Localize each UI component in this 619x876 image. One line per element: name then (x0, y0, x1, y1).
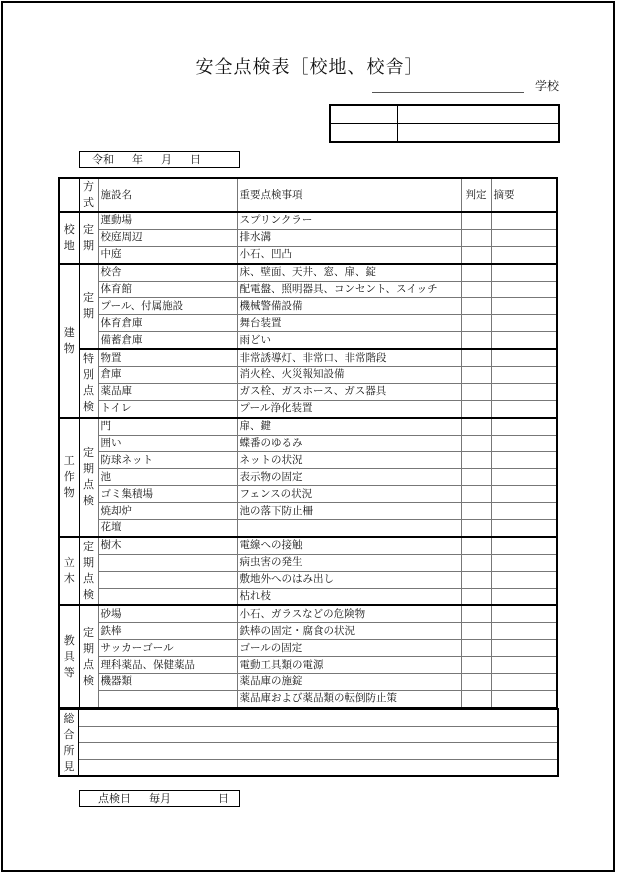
findings-line[interactable] (79, 743, 559, 760)
table-row (59, 520, 557, 537)
facility-cell: 池 (98, 469, 237, 486)
judgment-cell[interactable] (461, 383, 491, 400)
facility-cell: 防球ネット (98, 452, 237, 469)
judgment-cell[interactable] (461, 367, 491, 384)
page-title: 安全点検表［校地、校舎］ (195, 57, 424, 78)
inspection-item-cell: 床、壁面、天井、窓、扉、錠 (237, 264, 461, 281)
facility-cell: 機器類 (98, 674, 237, 691)
table-row (59, 452, 557, 469)
judgment-cell[interactable] (461, 212, 491, 229)
summary-cell[interactable] (491, 229, 557, 246)
judgment-cell[interactable] (461, 315, 491, 332)
judgment-cell[interactable] (461, 588, 491, 605)
judgment-cell[interactable] (461, 554, 491, 571)
inspection-item-cell: プール浄化装置 (237, 400, 461, 417)
overall-label: 総合所見 (59, 709, 79, 776)
summary-cell[interactable] (491, 246, 557, 263)
inspection-item-cell: 雨どい (237, 332, 461, 349)
judgment-cell[interactable] (461, 657, 491, 674)
summary-cell[interactable] (491, 212, 557, 229)
info-cell[interactable] (330, 105, 398, 124)
inspection-item-cell (237, 520, 461, 537)
summary-cell[interactable] (491, 623, 557, 640)
facility-cell: ゴミ集積場 (98, 486, 237, 503)
date-field[interactable]: 令和 年 月 日 (79, 151, 240, 168)
judgment-cell[interactable] (461, 400, 491, 417)
summary-cell[interactable] (491, 674, 557, 691)
table-row (59, 212, 557, 229)
table-row (59, 367, 557, 384)
summary-cell[interactable] (491, 605, 557, 622)
judgment-cell[interactable] (461, 623, 491, 640)
summary-cell[interactable] (491, 452, 557, 469)
table-row (59, 383, 557, 400)
info-cell[interactable] (398, 105, 560, 124)
table-row (59, 469, 557, 486)
table-row (59, 554, 557, 571)
judgment-cell[interactable] (461, 281, 491, 298)
judgment-cell[interactable] (461, 469, 491, 486)
facility-cell: プール、付属施設 (98, 298, 237, 315)
inspection-item-cell: フェンスの状況 (237, 486, 461, 503)
inspection-item-cell: 小石、ガラスなどの危険物 (237, 605, 461, 622)
summary-cell[interactable] (491, 418, 557, 435)
overall-findings (58, 708, 559, 777)
summary-cell[interactable] (491, 367, 557, 384)
judgment-cell[interactable] (461, 298, 491, 315)
table-row (59, 486, 557, 503)
judgment-cell[interactable] (461, 332, 491, 349)
method-cell: 定期点検 (79, 605, 98, 707)
judgment-cell[interactable] (461, 640, 491, 657)
table-row (59, 571, 557, 588)
facility-cell: 焼却炉 (98, 503, 237, 520)
facility-cell: 花壇 (98, 520, 237, 537)
inspection-item-cell: 病虫害の発生 (237, 554, 461, 571)
facility-cell (98, 554, 237, 571)
check-date-field[interactable]: 点検日 毎月 日 (79, 790, 240, 807)
summary-cell[interactable] (491, 657, 557, 674)
inspection-item-cell: 蝶番のゆるみ (237, 435, 461, 452)
inspection-item-cell: 小石、凹凸 (237, 246, 461, 263)
judgment-cell[interactable] (461, 690, 491, 707)
table-row (59, 281, 557, 298)
table-row (59, 264, 557, 281)
inspection-item-cell: 機械警備設備 (237, 298, 461, 315)
inspection-item-cell: 扉、鍵 (237, 418, 461, 435)
table-row (59, 400, 557, 417)
judgment-cell[interactable] (461, 229, 491, 246)
facility-cell: 運動場 (98, 212, 237, 229)
judgment-cell[interactable] (461, 418, 491, 435)
inspection-item-cell: 敷地外へのはみ出し (237, 571, 461, 588)
inspection-item-cell: 薬品庫の施錠 (237, 674, 461, 691)
summary-cell[interactable] (491, 400, 557, 417)
summary-cell[interactable] (491, 315, 557, 332)
summary-cell[interactable] (491, 571, 557, 588)
method-cell: 定期点検 (79, 537, 98, 606)
summary-cell[interactable] (491, 640, 557, 657)
table-row (59, 315, 557, 332)
summary-cell[interactable] (491, 264, 557, 281)
header-blank (59, 178, 79, 212)
inspection-item-cell: 舞台装置 (237, 315, 461, 332)
table-row (59, 623, 557, 640)
judgment-cell[interactable] (461, 349, 491, 366)
facility-cell: トイレ (98, 400, 237, 417)
method-cell: 定期点検 (79, 418, 98, 537)
table-row (59, 537, 557, 554)
method-cell: 定期 (79, 212, 98, 264)
inspection-item-cell: 電線への接触 (237, 537, 461, 554)
inspection-item-cell: ガス栓、ガスホース、ガス器具 (237, 383, 461, 400)
summary-cell[interactable] (491, 349, 557, 366)
findings-line[interactable] (79, 759, 559, 776)
facility-cell: 体育館 (98, 281, 237, 298)
facility-cell (98, 588, 237, 605)
inspection-item-cell: 薬品庫および薬品類の転倒防止策 (237, 690, 461, 707)
judgment-cell[interactable] (461, 503, 491, 520)
table-row (59, 229, 557, 246)
inspection-table (58, 177, 558, 709)
table-row (59, 418, 557, 435)
inspection-item-cell: ゴールの固定 (237, 640, 461, 657)
facility-cell: 鉄棒 (98, 623, 237, 640)
summary-cell[interactable] (491, 435, 557, 452)
table-row (59, 690, 557, 707)
facility-cell: 中庭 (98, 246, 237, 263)
inspection-item-cell: 池の落下防止柵 (237, 503, 461, 520)
facility-cell: 物置 (98, 349, 237, 366)
summary-cell[interactable] (491, 588, 557, 605)
inspection-item-cell: 配電盤、照明器具、コンセント、スイッチ (237, 281, 461, 298)
summary-cell[interactable] (491, 690, 557, 707)
header-facility: 施設名 (98, 178, 237, 212)
facility-cell: 囲い (98, 435, 237, 452)
table-row (59, 349, 557, 366)
inspection-item-cell: スプリンクラー (237, 212, 461, 229)
table-row (59, 657, 557, 674)
facility-cell: 校舎 (98, 264, 237, 281)
judgment-cell[interactable] (461, 486, 491, 503)
inspection-item-cell: 電動工具類の電源 (237, 657, 461, 674)
table-row (59, 298, 557, 315)
judgment-cell[interactable] (461, 246, 491, 263)
summary-cell[interactable] (491, 486, 557, 503)
inspection-item-cell: 表示物の固定 (237, 469, 461, 486)
inspection-item-cell: ネットの状況 (237, 452, 461, 469)
summary-cell[interactable] (491, 383, 557, 400)
facility-cell (98, 690, 237, 707)
summary-cell[interactable] (491, 537, 557, 554)
info-box (329, 104, 560, 143)
facility-cell (98, 571, 237, 588)
facility-cell: 樹木 (98, 537, 237, 554)
facility-cell: 砂場 (98, 605, 237, 622)
header-method: 方式 (79, 178, 98, 212)
findings-line[interactable] (79, 709, 559, 726)
method-cell: 特別点検 (79, 349, 98, 418)
judgment-cell[interactable] (461, 435, 491, 452)
header-summary: 摘要 (491, 178, 557, 212)
table-row (59, 435, 557, 452)
judgment-cell[interactable] (461, 674, 491, 691)
judgment-cell[interactable] (461, 537, 491, 554)
summary-cell[interactable] (491, 332, 557, 349)
summary-cell[interactable] (491, 503, 557, 520)
category-cell: 教具等 (59, 605, 79, 707)
table-row (59, 246, 557, 263)
header-row (59, 178, 557, 212)
method-cell: 定期 (79, 264, 98, 349)
category-cell: 立木 (59, 537, 79, 606)
summary-cell[interactable] (491, 554, 557, 571)
judgment-cell[interactable] (461, 264, 491, 281)
category-cell: 建物 (59, 264, 79, 418)
summary-cell[interactable] (491, 281, 557, 298)
inspection-item-cell: 鉄棒の固定・腐食の状況 (237, 623, 461, 640)
header-judgment: 判定 (461, 178, 491, 212)
summary-cell[interactable] (491, 469, 557, 486)
facility-cell: 備蓄倉庫 (98, 332, 237, 349)
category-cell: 工作物 (59, 418, 79, 537)
table-row (59, 503, 557, 520)
facility-cell: 門 (98, 418, 237, 435)
inspection-item-cell: 消火栓、火災報知設備 (237, 367, 461, 384)
inspection-item-cell: 枯れ枝 (237, 588, 461, 605)
facility-cell: 薬品庫 (98, 383, 237, 400)
summary-cell[interactable] (491, 298, 557, 315)
findings-line[interactable] (79, 726, 559, 743)
facility-cell: サッカーゴール (98, 640, 237, 657)
facility-cell: 理科薬品、保健薬品 (98, 657, 237, 674)
judgment-cell[interactable] (461, 452, 491, 469)
inspection-item-cell: 排水溝 (237, 229, 461, 246)
table-row (59, 332, 557, 349)
school-label: 学校 (535, 79, 560, 93)
table-row (59, 640, 557, 657)
judgment-cell[interactable] (461, 520, 491, 537)
summary-cell[interactable] (491, 520, 557, 537)
judgment-cell[interactable] (461, 605, 491, 622)
inspection-item-cell: 非常誘導灯、非常口、非常階段 (237, 349, 461, 366)
judgment-cell[interactable] (461, 571, 491, 588)
table-row (59, 674, 557, 691)
facility-cell: 体育倉庫 (98, 315, 237, 332)
info-cell[interactable] (398, 124, 560, 143)
table-row (59, 588, 557, 605)
school-name-field[interactable] (372, 92, 524, 93)
info-cell[interactable] (330, 124, 398, 143)
category-cell: 校地 (59, 212, 79, 264)
facility-cell: 倉庫 (98, 367, 237, 384)
header-items: 重要点検事項 (237, 178, 461, 212)
table-row (59, 605, 557, 622)
facility-cell: 校庭周辺 (98, 229, 237, 246)
